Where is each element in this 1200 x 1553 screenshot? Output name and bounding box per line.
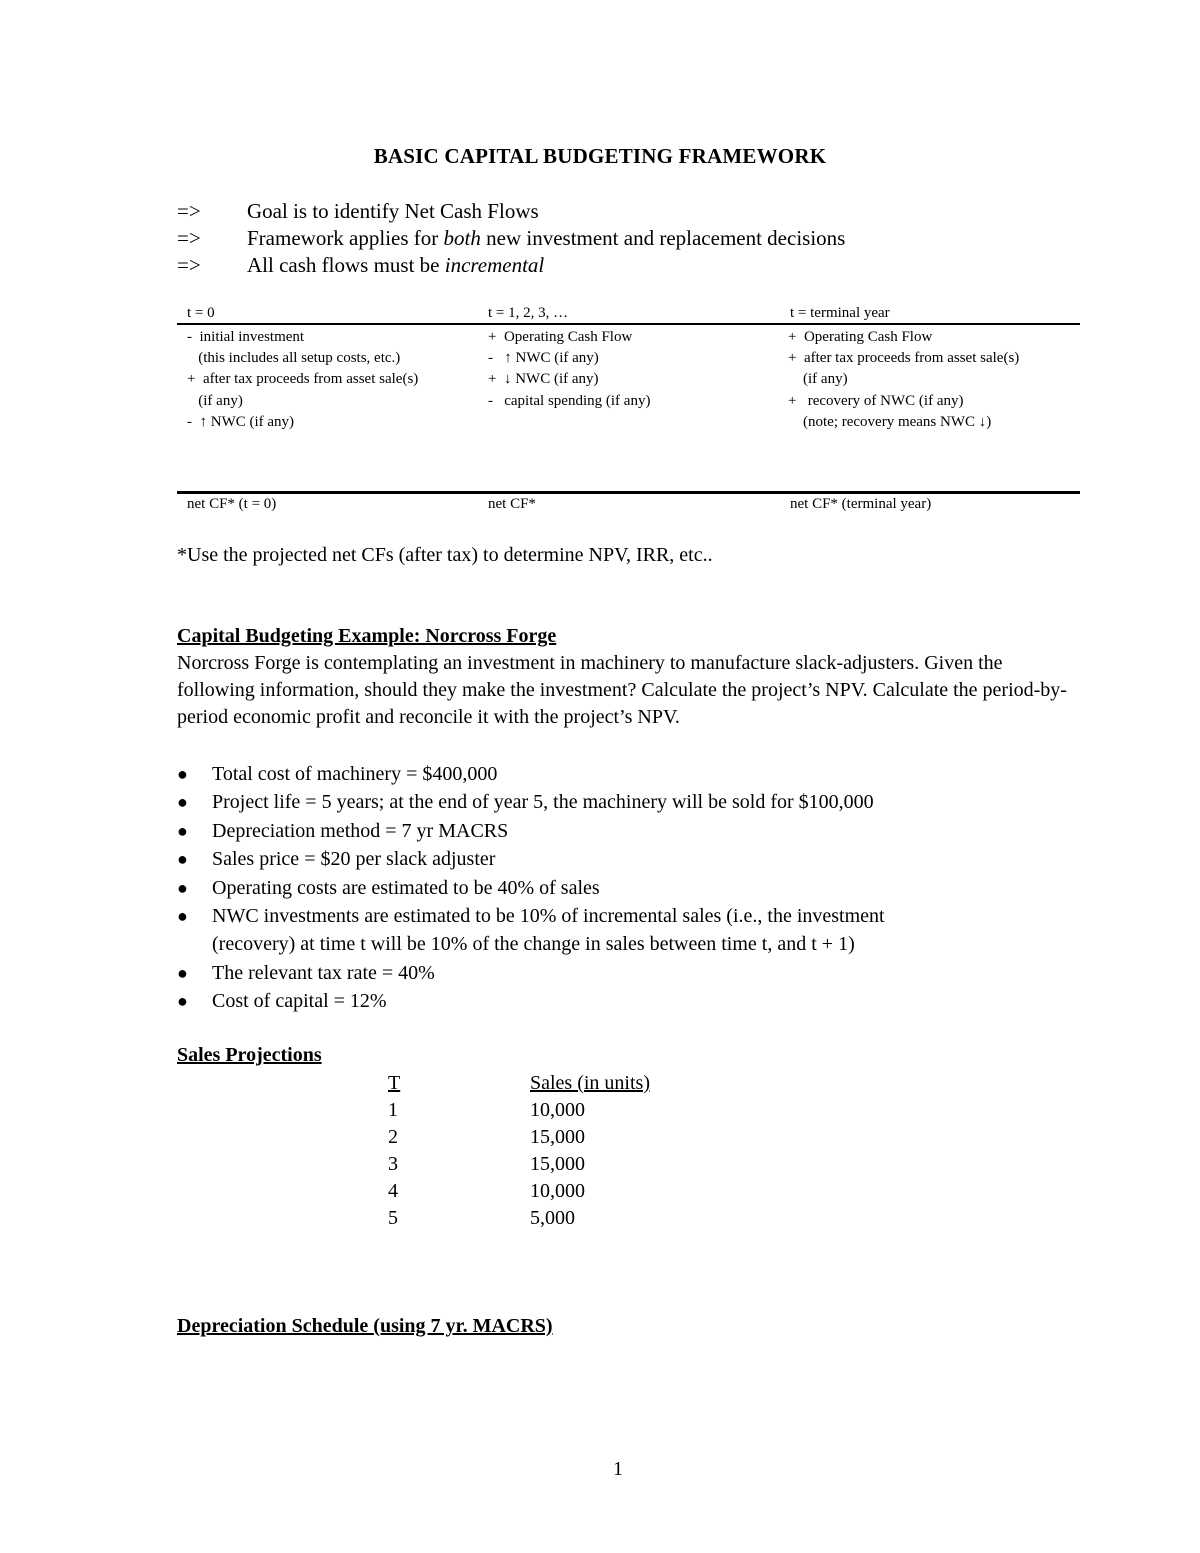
bullet-icon: ● xyxy=(177,877,188,898)
sales-cell-t: 1 xyxy=(388,1099,398,1121)
depreciation-heading: Depreciation Schedule (using 7 yr. MACRS) xyxy=(177,1315,553,1337)
framework-header-t0: t = 0 xyxy=(187,305,215,321)
framework-line: + recovery of NWC (if any) xyxy=(788,392,964,409)
goal-line xyxy=(177,226,845,251)
framework-bottom-rule xyxy=(177,491,1080,494)
framework-line: (if any) xyxy=(187,392,243,409)
framework-header-terminal: t = terminal year xyxy=(790,305,890,321)
list-item xyxy=(177,987,885,1015)
bullet-icon: ● xyxy=(177,906,188,927)
assumption-list xyxy=(177,760,885,1016)
bullet-icon: ● xyxy=(177,820,188,841)
sales-cell-units: 15,000 xyxy=(530,1153,585,1175)
footnote: *Use the projected net CFs (after tax) to determine NPV, IRR, etc.. xyxy=(177,544,713,566)
arrow-marker: => xyxy=(177,226,201,250)
list-item xyxy=(177,817,885,845)
framework-line: - capital spending (if any) xyxy=(488,392,651,409)
bullet-text: Operating costs are estimated to be 40% of sales xyxy=(212,876,600,899)
bullet-text: Total cost of machinery = $400,000 xyxy=(212,763,498,785)
bullet-text-continuation: (recovery) at time t will be 10% of the change in sales between time t, and t + 1) xyxy=(212,933,855,956)
sales-cell-units: 5,000 xyxy=(530,1207,575,1229)
framework-col-terminal xyxy=(788,327,1019,433)
sales-col-header-t: T xyxy=(388,1072,401,1094)
sales-cell-units: 10,000 xyxy=(530,1180,585,1202)
sales-cell-t: 5 xyxy=(388,1207,398,1229)
framework-line: - initial investment xyxy=(187,329,305,345)
arrow-marker: => xyxy=(177,199,201,223)
sales-heading: Sales Projections xyxy=(177,1044,322,1066)
framework-line: (this includes all setup costs, etc.) xyxy=(187,350,401,367)
framework-line: + after tax proceeds from asset sale(s) xyxy=(788,350,1020,367)
bullet-text: Sales price = $20 per slack adjuster xyxy=(212,848,496,871)
framework-line: (note; recovery means NWC ↓) xyxy=(788,413,992,430)
example-paragraph: Norcross Forge is contemplating an investment in machinery to manufacture slack-adjusters. Given the following information, should they make the investment? Calculate the project’s NPV. Calculate the period-by-period economic profit and reconcile it with the project’s NPV. xyxy=(177,652,1067,728)
goal-text: Framework applies for xyxy=(247,226,444,250)
framework-line: + ↓ NWC (if any) xyxy=(488,371,599,388)
bullet-icon: ● xyxy=(177,991,188,1012)
arrow-marker: => xyxy=(177,253,201,277)
framework-col-t1 xyxy=(488,327,650,412)
framework-line: (if any) xyxy=(788,371,848,388)
sales-cell-t: 3 xyxy=(388,1153,398,1175)
bullet-text: The relevant tax rate = 40% xyxy=(212,961,435,984)
bullet-icon: ● xyxy=(177,792,188,813)
framework-footer-t0: net CF* (t = 0) xyxy=(187,496,277,512)
list-item xyxy=(177,760,885,788)
list-item xyxy=(177,874,885,902)
goal-line xyxy=(177,253,544,278)
bullet-icon: ● xyxy=(177,849,188,870)
goal-text: Goal is to identify Net Cash Flows xyxy=(247,199,539,223)
list-item xyxy=(177,902,885,959)
framework-footer-t1: net CF* xyxy=(488,496,536,512)
bullet-icon: ● xyxy=(177,764,188,784)
framework-footer-terminal: net CF* (terminal year) xyxy=(790,496,932,512)
sales-col-header-units: Sales (in units) xyxy=(530,1072,650,1094)
goal-emphasis: incremental xyxy=(444,253,545,277)
framework-header-t1: t = 1, 2, 3, … xyxy=(488,305,569,321)
sales-cell-units: 15,000 xyxy=(530,1126,585,1148)
bullet-icon: ● xyxy=(177,962,188,983)
goal-line xyxy=(177,199,539,224)
bullet-text: Project life = 5 years; at the end of year 5, the machinery will be sold for $100,000 xyxy=(212,791,874,814)
sales-col-t xyxy=(388,1070,400,1232)
framework-top-rule xyxy=(177,323,1080,325)
sales-cell-units: 10,000 xyxy=(530,1099,585,1121)
goal-text: new investment and replacement decisions xyxy=(480,226,846,250)
page-number: 1 xyxy=(613,1458,623,1480)
framework-line: - ↑ NWC (if any) xyxy=(187,413,295,430)
bullet-text: NWC investments are estimated to be 10% of incremental sales (i.e., the investment xyxy=(212,905,885,928)
goal-emphasis: both xyxy=(443,226,481,250)
sales-col-units xyxy=(530,1070,650,1232)
bullet-text: Depreciation method = 7 yr MACRS xyxy=(212,819,509,842)
sales-cell-t: 2 xyxy=(388,1126,398,1148)
example-heading: Capital Budgeting Example: Norcross Forge xyxy=(177,625,557,647)
list-item xyxy=(177,959,885,987)
sales-cell-t: 4 xyxy=(388,1180,398,1202)
list-item xyxy=(177,845,885,873)
framework-line: + after tax proceeds from asset sale(s) xyxy=(187,371,419,388)
bullet-text: Cost of capital = 12% xyxy=(212,990,387,1013)
framework-col-t0 xyxy=(187,327,418,433)
list-item xyxy=(177,788,885,816)
framework-line: - ↑ NWC (if any) xyxy=(488,350,599,367)
goal-text: All cash flows must be xyxy=(247,253,445,277)
framework-line: + Operating Cash Flow xyxy=(788,329,933,345)
page-title: BASIC CAPITAL BUDGETING FRAMEWORK xyxy=(373,144,827,168)
framework-line: + Operating Cash Flow xyxy=(488,329,633,345)
